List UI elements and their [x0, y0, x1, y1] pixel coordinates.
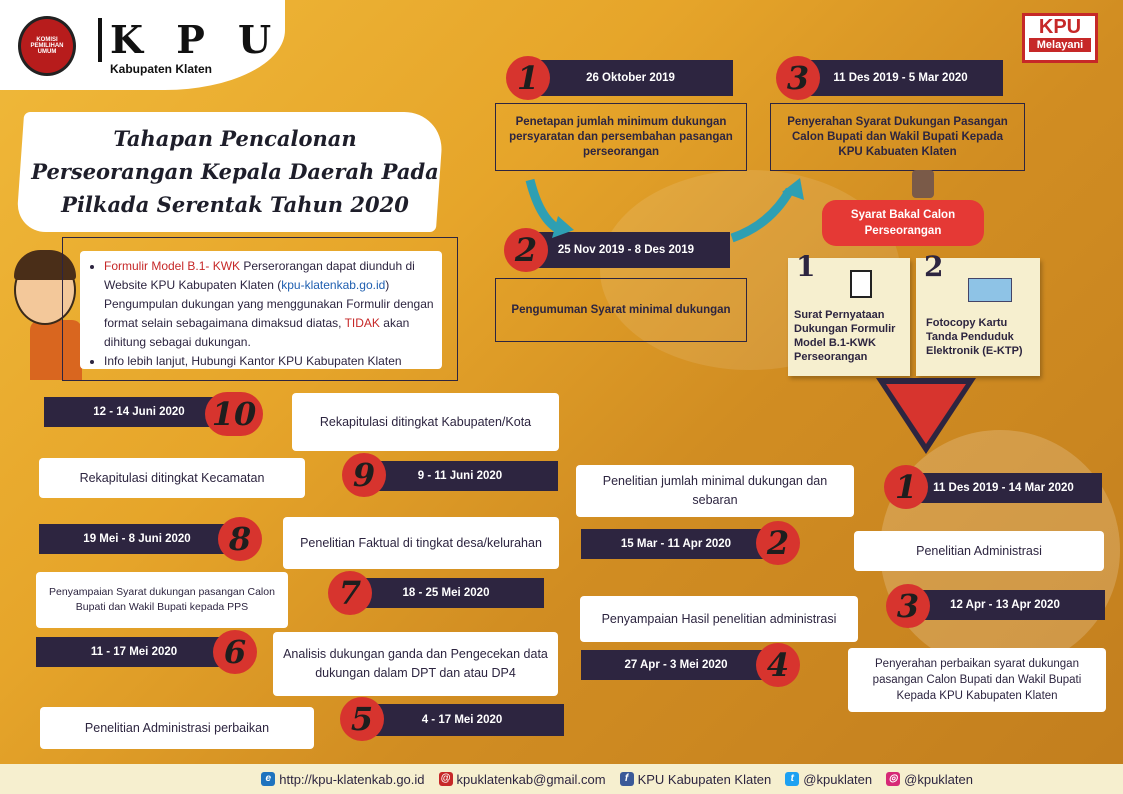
step-number: 5 — [340, 697, 384, 741]
pointing-hand-icon — [912, 170, 934, 198]
step-description: Penetapan jumlah minimum dukungan persyaratan dan persembahan pasangan perseorangan — [495, 103, 747, 171]
step-number: 10 — [205, 392, 263, 436]
step-description: Penyampaian Hasil penelitian administrasi — [580, 596, 858, 642]
step-date: 4 - 17 Mei 2020 — [360, 704, 564, 736]
footer-web-text: http://kpu-klatenkab.go.id — [279, 771, 425, 787]
email-icon: @ — [439, 772, 453, 786]
step-number: 1 — [506, 56, 550, 100]
info-text: Perserorangan dapat diunduh di Website KPU Kabupaten Klaten ( — [104, 259, 415, 292]
step-date: 11 Des 2019 - 14 Mar 2020 — [905, 473, 1102, 503]
info-text: Pengumpulan dukungan yang menggunakan Formulir dengan format selain sebagaimana dimaksud diatas, — [104, 297, 434, 330]
facebook-icon: f — [620, 772, 634, 786]
org-name: K P U — [98, 18, 281, 62]
footer-email[interactable] — [439, 772, 606, 787]
region-name: Kabupaten Klaten — [110, 62, 213, 76]
website-link[interactable]: kpu-klatenkab.go.id — [281, 278, 386, 292]
arrow-1-2 — [530, 180, 560, 230]
step-description: Rekapitulasi ditingkat Kecamatan — [39, 458, 305, 498]
footer-facebook-text: KPU Kabupaten Klaten — [637, 771, 772, 787]
requirements-label: Syarat Bakal Calon Perseorangan — [822, 200, 984, 246]
step-description: Pengumuman Syarat minimal dukungan — [495, 278, 747, 342]
step-description: Penyerahan Syarat Dukungan Pasangan Calon Bupati dan Wakil Bupati Kepada KPU Kabuaten Klaten — [770, 103, 1025, 171]
step-number: 1 — [884, 465, 928, 509]
step-date: 11 - 17 Mei 2020 — [36, 637, 232, 667]
step-date: 12 Apr - 13 Apr 2020 — [905, 590, 1105, 620]
arrow-2-3 — [732, 190, 790, 238]
step-number: 3 — [776, 56, 820, 100]
info-item: • Info lebih lanjut, Hubungi Kantor KPU Kabupaten Klaten — [104, 352, 434, 371]
step-date: 9 - 11 Juni 2020 — [362, 461, 558, 491]
step-date: 26 Oktober 2019 — [528, 60, 733, 96]
step-date: 11 Des 2019 - 5 Mar 2020 — [798, 60, 1003, 96]
footer-instagram-text: @kpuklaten — [904, 771, 973, 787]
down-triangle-inner — [886, 384, 966, 444]
info-text: akan dihitung sebagai dukungan. — [104, 316, 410, 349]
step-description: Penyerahan perbaikan syarat dukungan pasangan Calon Bupati dan Wakil Bupati Kepada KPU Kabupaten Klaten — [848, 648, 1106, 712]
footer-twitter-text: @kpuklaten — [803, 771, 873, 787]
footer — [0, 764, 1123, 794]
instagram-icon: ◎ — [886, 772, 900, 786]
form-link[interactable]: Formulir Model B.1- KWK — [104, 259, 241, 273]
step-number: 9 — [342, 453, 386, 497]
step-number: 8 — [218, 517, 262, 561]
step-description: Penelitian Administrasi — [854, 531, 1104, 571]
info-box — [80, 251, 442, 369]
step-number: 2 — [756, 521, 800, 565]
step-description: Analisis dukungan ganda dan Pengecekan data dukungan dalam DPT dan atau DP4 — [273, 632, 558, 696]
step-date: 27 Apr - 3 Mei 2020 — [581, 650, 771, 680]
footer-instagram[interactable] — [886, 772, 973, 787]
document-icon — [850, 270, 872, 298]
note-text: Surat Pernyataan Dukungan Formulir Model B.1-KWK Perseorangan — [794, 309, 896, 363]
kpu-logo: KOMISI PEMILIHAN UMUM — [18, 16, 76, 76]
page-title: Tahapan Pencalonan Perseorangan Kepala Daerah Pada Pilkada Serentak Tahun 2020 — [31, 126, 439, 217]
footer-email-text: kpuklatenkab@gmail.com — [456, 771, 606, 787]
id-card-icon — [968, 278, 1012, 302]
step-number: 2 — [504, 228, 548, 272]
footer-twitter[interactable] — [785, 772, 872, 787]
step-number: 4 — [756, 643, 800, 687]
step-date: 19 Mei - 8 Juni 2020 — [39, 524, 235, 554]
step-description: Penelitian jumlah minimal dukungan dan sebaran — [576, 465, 854, 517]
footer-web[interactable] — [261, 772, 424, 787]
step-date: 25 Nov 2019 - 8 Des 2019 — [522, 232, 730, 268]
step-description: Penyampaian Syarat dukungan pasangan Calon Bupati dan Wakil Bupati kepada PPS — [36, 572, 288, 628]
step-description: Penelitian Faktual di tingkat desa/kelurahan — [283, 517, 559, 569]
flow-arrows — [500, 170, 820, 250]
badge-bottom: Melayani — [1029, 38, 1091, 52]
step-number: 3 — [886, 584, 930, 628]
note-number: 1 — [796, 250, 816, 283]
info-item — [104, 257, 434, 352]
twitter-icon: t — [785, 772, 799, 786]
kpu-melayani-badge — [1022, 13, 1098, 63]
info-emphasis: TIDAK — [344, 316, 380, 330]
step-description: Rekapitulasi ditingkat Kabupaten/Kota — [292, 393, 559, 451]
step-date: 15 Mar - 11 Apr 2020 — [581, 529, 771, 559]
badge-top: KPU — [1038, 16, 1082, 38]
arrow-head — [552, 216, 574, 238]
note-text: Fotocopy Kartu Tanda Penduduk Elektronik (E-KTP) — [926, 317, 1023, 357]
browser-icon: e — [261, 772, 275, 786]
step-number: 6 — [213, 630, 257, 674]
step-date: 18 - 25 Mei 2020 — [348, 578, 544, 608]
step-number: 7 — [328, 571, 372, 615]
note-number: 2 — [924, 250, 944, 283]
step-date: 12 - 14 Juni 2020 — [44, 397, 234, 427]
requirement-note — [916, 250, 1040, 376]
footer-facebook[interactable] — [620, 772, 772, 787]
requirement-note — [788, 250, 910, 376]
step-description: Penelitian Administrasi perbaikan — [40, 707, 314, 749]
info-text: ) — [385, 278, 390, 292]
